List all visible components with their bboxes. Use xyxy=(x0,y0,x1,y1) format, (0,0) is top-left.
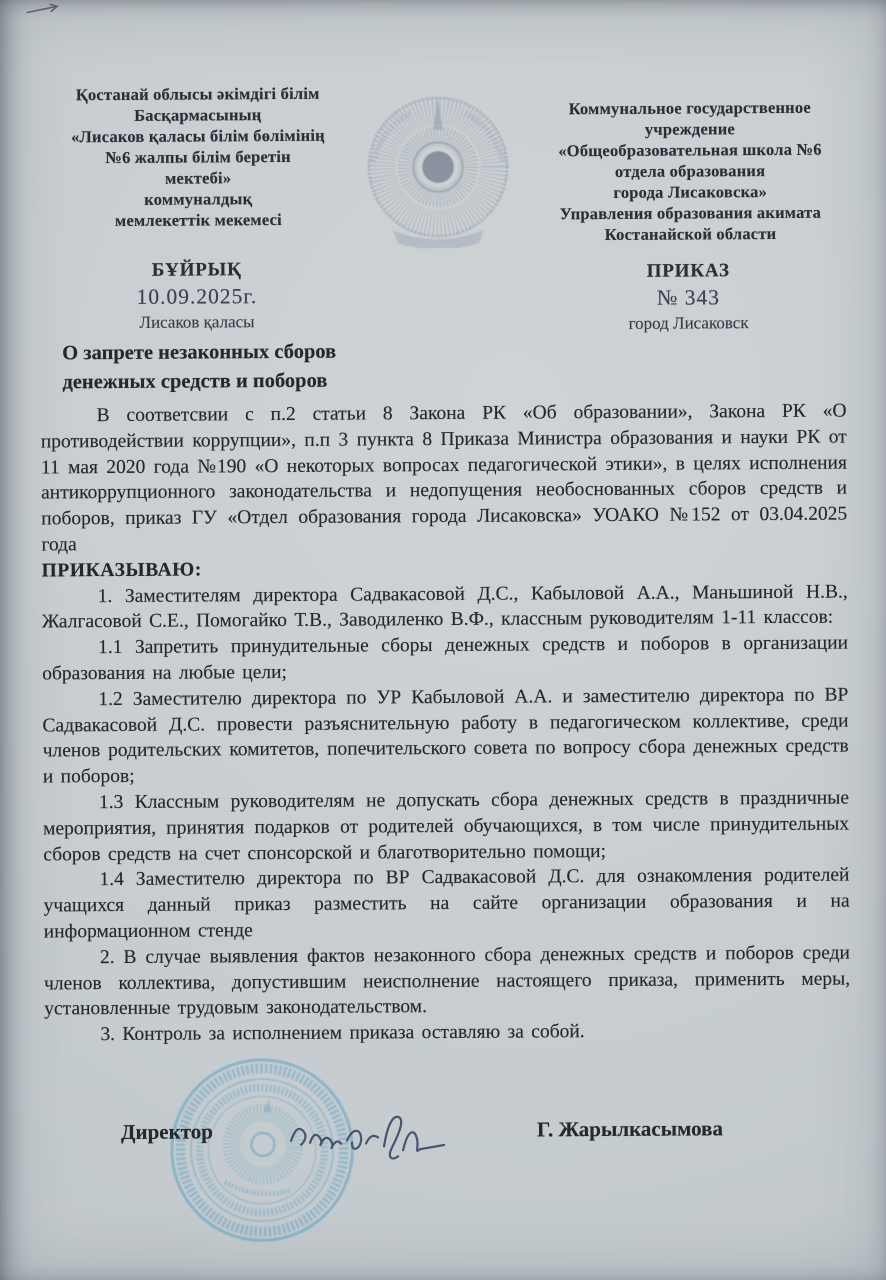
org-left-line: мемлекеттік мекемесі xyxy=(114,209,282,230)
order-item-1-1: 1.1 Запретить принудительные сборы денежных средств и поборов в организации образования на любые цели; xyxy=(42,632,849,685)
order-item-3: 3. Контроль за исполнением приказа оставляю за собой. xyxy=(100,1021,585,1046)
subject-line: денежных средств и поборов xyxy=(62,369,328,394)
org-right-line: города Лисаковска» xyxy=(613,182,768,202)
order-title-russian: ПРИКАЗ xyxy=(646,260,730,282)
order-item-1-3: 1.3 Классным руководителям не допускать сбора денежных средств в праздничные мероприятия, принятия подарков от родителей обучающихся, в том числе принудительных сборов средств на счет спонсорской и благотворительно помощи; xyxy=(43,787,850,865)
org-right-line: отдела образования xyxy=(614,161,766,181)
subject-line: О запрете незаконных сборов xyxy=(62,340,337,365)
org-name-kazakh xyxy=(52,83,345,232)
signature-block xyxy=(3,1115,886,1160)
org-left-line: мектебі» xyxy=(165,168,232,188)
kazakhstan-emblem-icon xyxy=(359,92,518,249)
order-place-russian: город Лисаковск xyxy=(628,313,749,333)
order-heading-kazakh xyxy=(91,259,303,333)
org-right-line: учреждение xyxy=(644,119,735,139)
org-right-line: Управления образования акимата xyxy=(559,202,822,224)
org-right-line: Коммунальное государственное xyxy=(568,97,811,119)
org-name-russian xyxy=(525,96,856,245)
org-left-line: Қостанай облысы әкімдігі білім xyxy=(75,83,320,105)
order-item-1: 1. Заместителям директора Садвакасовой Д.С., Кабыловой А.А., Маньшиной Н.В., Жалгасовой С.Е., Помогайко Т.В., Заводиленко В.Ф., классным руководителям 1-11 классов: xyxy=(41,581,848,633)
org-right-line: «Общеобразовательная школа №6 xyxy=(558,139,822,161)
org-left-line: коммуналдық xyxy=(144,189,253,209)
order-heading-russian xyxy=(586,260,791,334)
intro-paragraph: В соответсвии с п.2 статьи 8 Закона РК «Об образовании», Закона РК «О противодействии коррупции», п.п 3 пункта 8 Приказа Министра образования и науки РК от 11 мая 2020 года №190 «О некоторых вопросах педагогической этики», в целях исполнения антикоррупционного законодательства и недопущения необоснованных сборов средств и поборов, приказ ГУ «Отдел образования города Лисаковска» УОАКО №152 от 03.04.2025 года xyxy=(40,400,848,556)
order-date: 10.09.2025г. xyxy=(136,284,258,309)
resolve-word: ПРИКАЗЫВАЮ: xyxy=(41,559,202,582)
order-place-kazakh: Лисаков қаласы xyxy=(139,312,255,332)
order-body xyxy=(41,399,851,1049)
signer-role: Директор xyxy=(120,1119,213,1144)
pen-arrow-mark xyxy=(27,4,57,12)
order-item-1-2: 1.2 Заместителю директора по УР Кабыловой А.А. и заместителю директора по ВР Садвакасовой Д.С. провести разъяснительную работу в педагогическом коллективе, среди членов родительских комитетов, попечительского совета по вопросу сбора денежных средств и поборов; xyxy=(42,684,849,788)
org-left-line: «Лисаков қаласы білім бөлімінің xyxy=(70,125,325,147)
org-left-line: Басқармасының xyxy=(134,105,262,125)
order-title-kazakh: БҰЙРЫҚ xyxy=(151,259,242,281)
order-number: № 343 xyxy=(656,285,721,310)
signer-name: Г. Жарылкасымова xyxy=(536,1116,723,1142)
order-item-1-4: 1.4 Заместителю директора по ВР Садвакасовой Д.С. для ознакомления родителей учащихся данный приказ разместить на сайте организации образования и на информационном стенде xyxy=(43,864,850,943)
org-right-line: Костанайской области xyxy=(604,223,777,245)
org-left-line: №6 жалпы білім беретін xyxy=(105,146,291,168)
order-item-2: 2. В случае выявления фактов незаконного сбора денежных средств и поборов среди членов коллектива, допустившим неисполнение настоящего приказа, применить меры, установленные трудовым законодательством. xyxy=(44,942,851,1020)
order-subject xyxy=(62,337,482,398)
